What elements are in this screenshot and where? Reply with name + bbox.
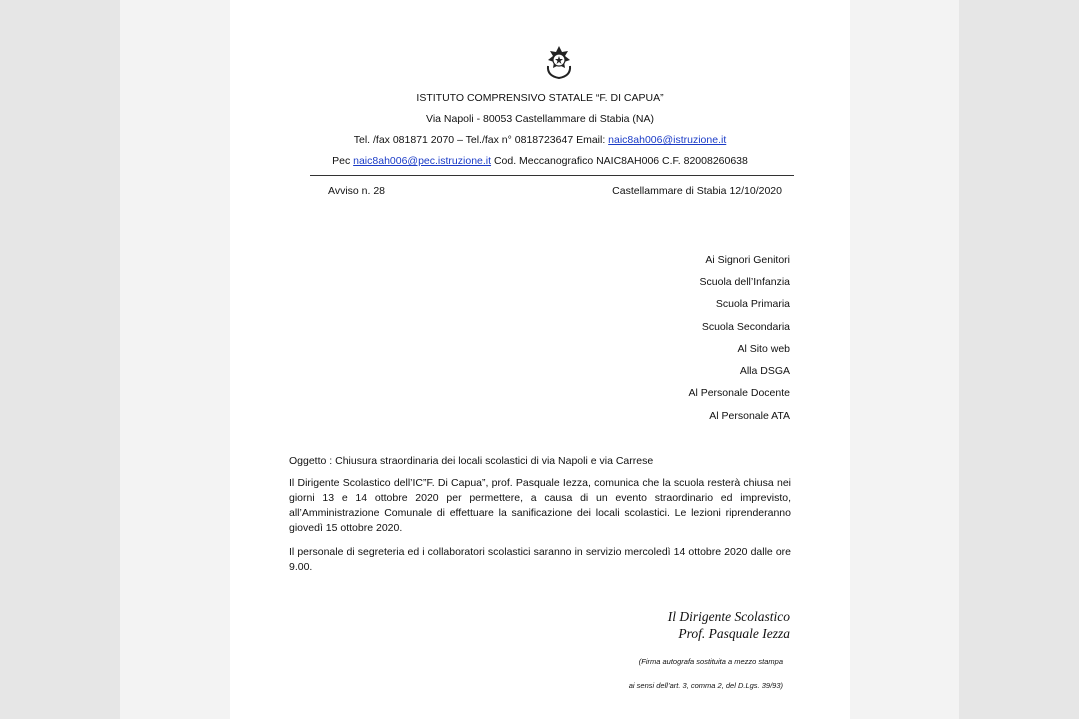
subject-line: Oggetto : Chiusura straordinaria dei locali scolastici di via Napoli e via Carrese: [289, 455, 654, 467]
viewer-right-margin: [959, 0, 1079, 719]
recipient-item: Alla DSGA: [739, 365, 790, 377]
recipient-item: Ai Signori Genitori: [705, 254, 790, 266]
recipient-item: Al Sito web: [737, 343, 790, 355]
school-name: ISTITUTO COMPRENSIVO STATALE “F. DI CAPUA”: [416, 92, 664, 104]
body-paragraph: Il Dirigente Scolastico dell’IC”F. Di Capua”, prof. Pasquale Iezza, comunica che la scuola resterà chiusa nei giorni 13 e 14 ottobre 2020 per permettere, a causa di un evento straordinario ed imprevisto, all’Amministrazione Comunale di effettuare la sanificazione dei locali scolastici. Le lezioni riprenderanno giovedì 15 ottobre 2020.: [289, 477, 791, 534]
school-address: Via Napoli - 80053 Castellammare di Stabia (NA): [426, 113, 654, 125]
body-paragraph: Il personale di segreteria ed i collaboratori scolastici saranno in servizio mercoledì 14 ottobre 2020 dalle ore 9.00.: [289, 546, 791, 573]
signature-title: Il Dirigente Scolastico: [667, 609, 790, 624]
recipient-item: Scuola dell’Infanzia: [699, 276, 790, 288]
header-divider: [310, 175, 794, 176]
school-codes: Cod. Meccanografico NAIC8AH006 C.F. 82008260638: [491, 155, 748, 167]
pec-link[interactable]: naic8ah006@pec.istruzione.it: [353, 155, 492, 167]
signature-name: Prof. Pasquale Iezza: [678, 626, 790, 641]
notice-number: Avviso n. 28: [328, 185, 386, 197]
pec-label: Pec: [332, 155, 354, 167]
contact-phone: Tel. /fax 081871 2070 – Tel./fax n° 0818723647 Email:: [353, 134, 609, 146]
recipient-item: Al Personale Docente: [688, 387, 790, 399]
italian-republic-emblem-icon: [543, 44, 575, 80]
recipient-item: Al Personale ATA: [709, 410, 790, 422]
viewer-left-margin: [0, 0, 120, 719]
signature-footnote: ai sensi dell’art. 3, comma 2, del D.Lgs. 39/93): [628, 681, 783, 690]
contact-line: [230, 133, 850, 147]
recipient-item: Scuola Primaria: [715, 298, 790, 310]
pec-line: [230, 154, 850, 168]
recipient-item: Scuola Secondaria: [701, 321, 790, 333]
signature-footnote: (Firma autografa sostituita a mezzo stampa: [638, 657, 783, 666]
document-page: [230, 0, 850, 719]
email-link[interactable]: naic8ah006@istruzione.it: [608, 134, 727, 146]
place-date: Castellammare di Stabia 12/10/2020: [612, 185, 782, 197]
